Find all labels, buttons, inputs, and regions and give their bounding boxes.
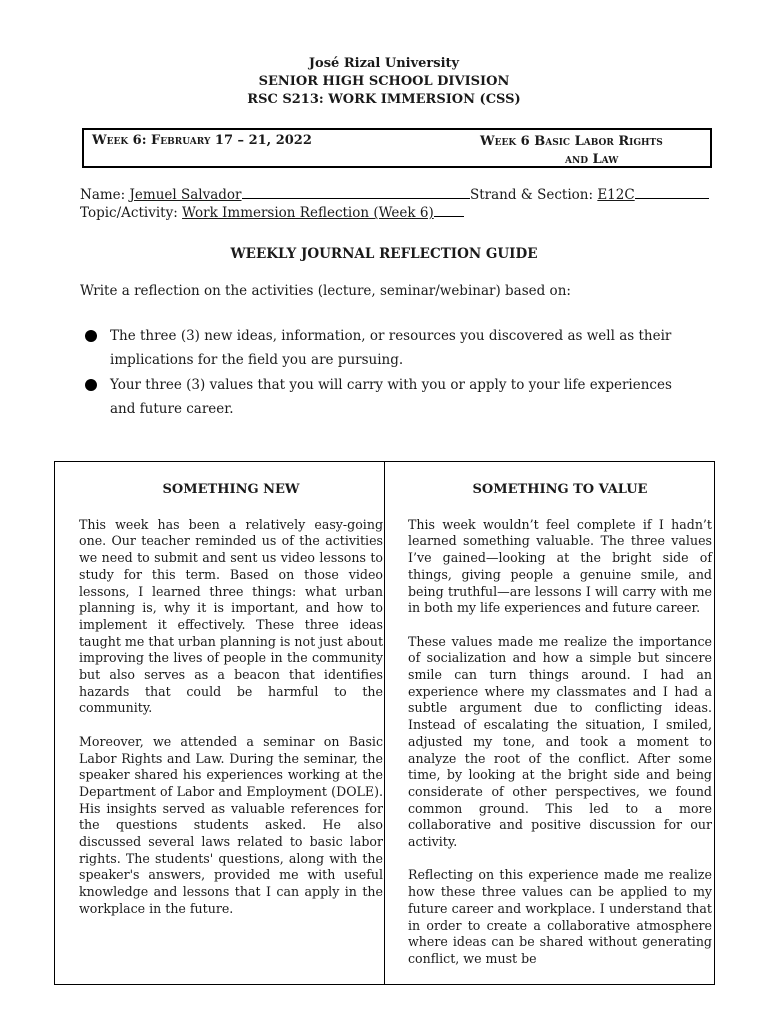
name-label: Name: xyxy=(80,187,126,203)
strand-value: E12C xyxy=(597,187,635,203)
topic-label: Topic/Activity: xyxy=(80,205,178,221)
name-field xyxy=(80,187,470,203)
bullet-dot-icon xyxy=(85,379,97,391)
bullet-item xyxy=(85,324,675,372)
strand-field xyxy=(470,187,709,203)
topic-value: Work Immersion Reflection (Week 6) xyxy=(182,205,434,221)
week-topic-line1: Week 6 Basic Labor Rights xyxy=(480,134,663,149)
something-to-value-title: SOMETHING TO VALUE xyxy=(472,482,648,497)
strand-label: Strand & Section: xyxy=(470,187,594,203)
topic-underline xyxy=(434,205,464,217)
paragraph: Moreover, we attended a seminar on Basic Labor Rights and Law. During the seminar, the speaker shared his experiences working at the Department of Labor and Employment (DOLE). His insights served as valuable references for the questions students asked. He also discussed several laws related to basic labor rights. The students' questions, along with the speaker's answers, provided me with useful knowledge and lessons that I can apply in the workplace in the future. xyxy=(79,733,383,916)
reflection-table xyxy=(54,461,715,985)
paragraph: These values made me realize the importance of socialization and how a simple but sincere smile can turn things around. I had an experience where my classmates and I had a subtle argument due to conflicting ideas. Instead of escalating the situation, I smiled, adjusted my tone, and took a moment to analyze the root of the conflict. After some time, by looking at the bright side and being considerate of other perspectives, we found common ground. This led to a more collaborative and positive discussion for our activity. xyxy=(408,633,712,850)
bullet-dot-icon xyxy=(85,330,97,342)
something-new-column xyxy=(79,462,383,934)
bullet-text: Your three (3) values that you will carry with you or apply to your life experiences and future career. xyxy=(110,377,672,417)
name-underline xyxy=(242,187,470,199)
week-date: Week 6: February 17 – 21, 2022 xyxy=(92,133,312,148)
name-value: Jemuel Salvador xyxy=(129,187,242,203)
week-topic-line2: and Law xyxy=(565,152,619,167)
paragraph: Reflecting on this experience made me realize how these three values can be applied to my future career and workplace. I understand that in order to create a collaborative atmosphere where ideas can be shared without generating conflict, we must be xyxy=(408,867,712,966)
topic-field xyxy=(80,205,464,221)
week-box xyxy=(82,128,712,168)
strand-underline xyxy=(635,187,709,199)
division-name: SENIOR HIGH SCHOOL DIVISION xyxy=(258,74,510,89)
guide-instruction: Write a reflection on the activities (lecture, seminar/webinar) based on: xyxy=(80,283,571,299)
column-divider xyxy=(384,462,385,984)
bullet-item xyxy=(85,373,675,421)
paragraph: This week wouldn’t feel complete if I hadn’t learned something valuable. The three values I’ve gained—looking at the bright side of things, giving people a genuine smile, and being truthful—are lessons I will carry with me in both my life experiences and future career. xyxy=(408,516,712,616)
course-code: RSC S213: WORK IMMERSION (CSS) xyxy=(247,92,521,107)
something-new-title: SOMETHING NEW xyxy=(162,482,300,497)
guide-title: WEEKLY JOURNAL REFLECTION GUIDE xyxy=(230,246,538,262)
paragraph: This week has been a relatively easy-going one. Our teacher reminded us of the activities we need to submit and sent us video lessons to study for this term. Based on those video lessons, I learned three things: what urban planning is, why it is important, and how to implement it effectively. These three ideas taught me that urban planning is not just about improving the lives of people in the community but also serves as a beacon that identifies hazards that could be harmful to the community. xyxy=(79,516,384,716)
university-name: José Rizal University xyxy=(308,56,460,71)
document-header xyxy=(0,55,768,109)
week-topic xyxy=(480,133,670,169)
something-to-value-column xyxy=(408,462,712,984)
bullet-text: The three (3) new ideas, information, or resources you discovered as well as their implications for the field you are pursuing. xyxy=(110,328,672,368)
